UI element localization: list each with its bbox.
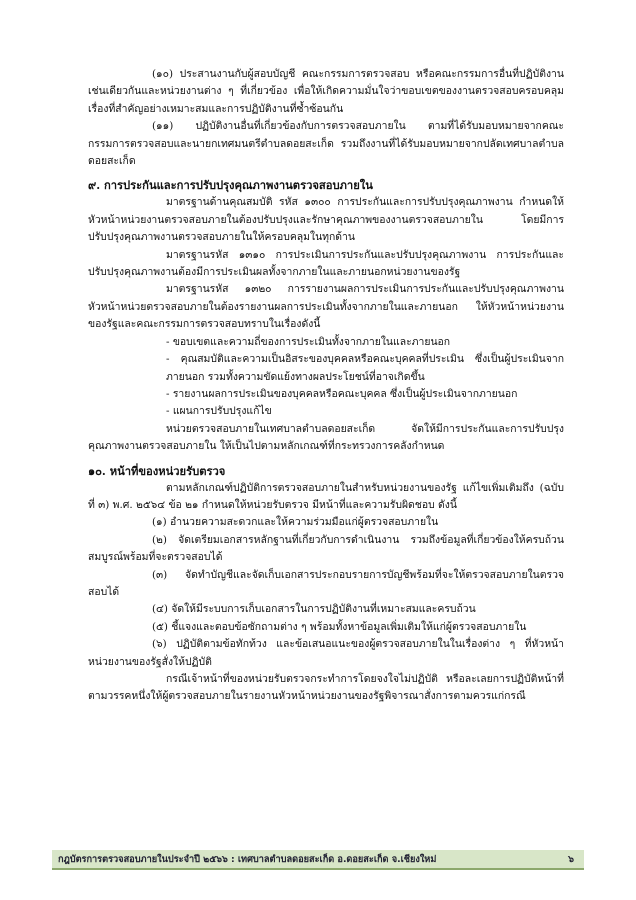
footer-title: กฎบัตรการตรวจสอบภายในประจำปี ๒๕๖๖ : เทศบาลตำบลดอยสะเก็ด อ.ดอยสะเก็ด จ.เชียงใหม่ (58, 854, 437, 865)
section-10-closing: กรณีเจ้าหน้าที่ของหน่วยรับตรวจกระทำการโดยจงใจไม่ปฏิบัติ หรือละเลยการปฏิบัติหน้าที่ตามวรรคหนึ่งให้ผู้ตรวจสอบภายในรายงานหัวหน้าหน่วยงานของรัฐพิจารณาสั่งการตามควรแก่กรณี (88, 673, 564, 703)
section-10-item: (๖) ปฏิบัติตามข้อทักท้วง และข้อเสนอแนะของผู้ตรวจสอบภายในในเรื่องต่าง ๆ ที่หัวหน้าหน่วยงานของรัฐสั่งให้ปฏิบัติ (88, 638, 564, 668)
page-footer (52, 850, 584, 870)
section-10-intro: ตามหลักเกณฑ์ปฏิบัติการตรวจสอบภายในสำหรับหน่วยงานของรัฐ แก้ไขเพิ่มเติมถึง (ฉบับที่ ๓) พ.ศ. ๒๕๖๔ ข้อ ๒๑ กำหนดให้หน่วยรับตรวจ มีหน้าที่และความรับผิดชอบ ดังนี้ (88, 481, 564, 511)
section-9-paragraph: มาตรฐานด้านคุณสมบัติ รหัส ๑๓๐๐ การประกันและการปรับปรุงคุณภาพงาน กำหนดให้หัวหน้าหน่วยงานตรวจสอบภายในต้องปรับปรุงและรักษาคุณภาพของงานตรวจสอบภายใน โดยมีการปรับปรุงคุณภาพงานตรวจสอบภายในให้ครอบคลุมในทุกด้าน (88, 196, 564, 244)
section-9-bullet: - ขอบเขตและความถี่ของการประเมินทั้งจากภายในและภายนอก (166, 335, 451, 348)
section-9-heading: ๙. การประกันและการปรับปรุงคุณภาพงานตรวจสอบภายใน (88, 178, 373, 193)
document-body (88, 66, 564, 706)
section-9-bullet: - รายงานผลการประเมินของบุคคลหรือคณะบุคคล ซึ่งเป็นผู้ประเมินจากภายนอก (166, 387, 518, 400)
section-9-paragraph: มาตรฐานรหัส ๑๓๒๐ การรายงานผลการประเมินการประกันและปรับปรุงคุณภาพงาน หัวหน้าหน่วยตรวจสอบภายในต้องรายงานผลการประเมินทั้งจากภายในและภายนอก ให้หัวหน้าหน่วยงานของรัฐและคณะกรรมการตรวจสอบทราบในเรื่องดังนี้ (88, 283, 564, 331)
section-9-bullet: - คุณสมบัติและความเป็นอิสระของบุคคลหรือคณะบุคคลที่ประเมิน ซึ่งเป็นผู้ประเมินจากภายนอก รวมทั้งความขัดแย้งทางผลประโยชน์ที่อาจเกิดขึ้น (166, 353, 564, 383)
section-9-closing: หน่วยตรวจสอบภายในเทศบาลตำบลดอยสะเก็ด จัดให้มีการประกันและการปรับปรุงคุณภาพงานตรวจสอบภายใน ให้เป็นไปตามหลักเกณฑ์ที่กระทรวงการคลังกำหนด (88, 422, 564, 453)
paragraph-item-11: (๑๑) ปฏิบัติงานอื่นที่เกี่ยวข้องกับการตรวจสอบภายใน ตามที่ได้รับมอบหมายจากคณะกรรมการตรวจสอบและนายกเทศมนตรีตำบลดอยสะเก็ด รวมถึงงานที่ได้รับมอบหมายจากปลัดเทศบาลตำบลดอยสะเก็ด (88, 120, 564, 168)
paragraph-item-10: (๑๐) ประสานงานกับผู้สอบบัญชี คณะกรรมการตรวจสอบ หรือคณะกรรมการอื่นที่ปฏิบัติงานเช่นเดียวกันและหน่วยงานต่าง ๆ ที่เกี่ยวข้อง เพื่อให้เกิดความมั่นใจว่าขอบเขตของงานตรวจสอบครอบคลุมเรื่องที่สำคัญอย่างเหมาะสมและการปฏิบัติงานที่ซ้ำซ้อนกัน (88, 68, 564, 115)
section-10-item: (๑) อำนวยความสะดวกและให้ความร่วมมือแก่ผู้ตรวจสอบภายใน (152, 516, 439, 529)
section-10-heading: ๑๐. หน้าที่ของหน่วยรับตรวจ (88, 463, 226, 478)
page-number: ๖ (568, 854, 574, 865)
section-10-item: (๔) จัดให้มีระบบการเก็บเอกสารในการปฏิบัติงานที่เหมาะสมและครบถ้วน (152, 603, 476, 616)
section-9-paragraph: มาตรฐานรหัส ๑๓๑๐ การประเมินการประกันและปรับปรุงคุณภาพงาน การประกันและปรับปรุงคุณภาพงานต้องมีการประเมินผลทั้งจากภายในและภายนอกหน่วยงานของรัฐ (88, 248, 564, 279)
section-10-item: (๓) จัดทำบัญชีและจัดเก็บเอกสารประกอบรายการบัญชีพร้อมที่จะให้ตรวจสอบภายในตรวจสอบได้ (88, 568, 564, 598)
section-10-item: (๒) จัดเตรียมเอกสารหลักฐานที่เกี่ยวกับการดำเนินงาน รวมถึงข้อมูลที่เกี่ยวข้องให้ครบถ้วนสมบูรณ์พร้อมที่จะตรวจสอบได้ (88, 533, 564, 564)
section-10-item: (๕) ชี้แจงและตอบข้อซักถามต่าง ๆ พร้อมทั้งหาข้อมูลเพิ่มเติมให้แก่ผู้ตรวจสอบภายใน (152, 620, 527, 633)
section-9-bullet: - แผนการปรับปรุงแก้ไข (166, 405, 272, 418)
